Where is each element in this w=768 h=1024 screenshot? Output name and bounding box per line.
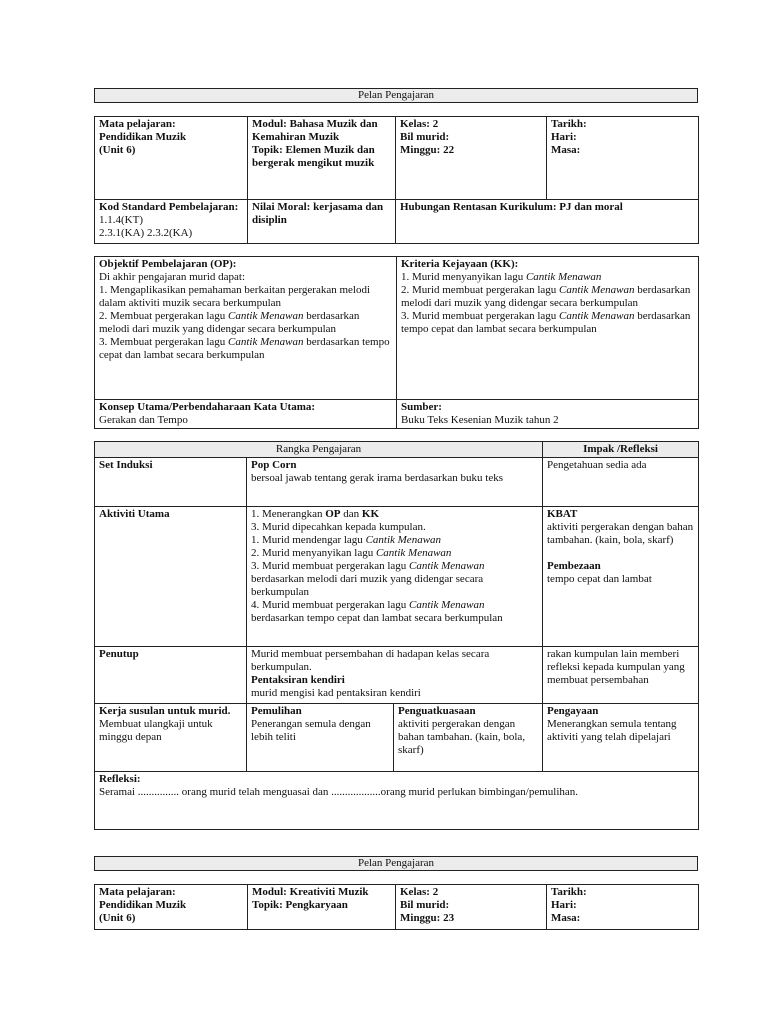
- success-criteria-title: Kriteria Kejayaan (KK):: [401, 258, 519, 270]
- date-cell: Tarikh: Hari: Masa:: [547, 885, 699, 930]
- lesson-outline-table: [94, 441, 699, 830]
- objectives-table: [94, 256, 699, 429]
- standard-code-cell: Kod Standard Pembelajaran: 1.1.4(KT) 2.3.1(KA) 2.3.2(KA): [95, 200, 248, 244]
- criteria-item: 2. Murid membuat pergerakan lagu Cantik Menawan berdasarkan melodi dari muzik yang didengar secara berkumpulan: [401, 284, 691, 309]
- reflection-title: Refleksi:: [99, 773, 141, 785]
- main-activity-label: Aktiviti Utama: [95, 507, 247, 647]
- plan-header-table-2: [94, 884, 699, 930]
- class-cell: Kelas: 2 Bil murid: Minggu: 22: [396, 117, 547, 200]
- set-induction-impact: Pengetahuan sedia ada: [543, 458, 699, 507]
- module-cell: Modul: Bahasa Muzik dan Kemahiran Muzik Topik: Elemen Muzik dan bergerak mengikut muzik: [248, 117, 396, 200]
- criteria-item: 1. Murid menyanyikan lagu Cantik Menawan: [401, 271, 602, 283]
- objective-item: 1. Mengaplikasikan pemahaman berkaitan pergerakan melodi dalam aktiviti muzik secara berkumpulan: [99, 284, 371, 309]
- reinforcement-cell: Penguatkuasaan aktiviti pergerakan dengan bahan tambahan. (kain, bola, skarf): [394, 704, 543, 772]
- date-cell: Tarikh: Hari: Masa:: [547, 117, 699, 200]
- plan-title: Pelan Pengajaran: [357, 857, 435, 869]
- plan-header-table: [94, 116, 699, 244]
- objective-item: 2. Membuat pergerakan lagu Cantik Menawan berdasarkan melodi dari muzik yang didengar secara berkumpulan: [99, 310, 360, 335]
- main-activity-content: 1. Menerangkan OP dan KK 3. Murid dipecahkan kepada kumpulan. 1. Murid mendengar lagu Cantik Menawan 2. Murid menyanyikan lagu Cantik Menawan 3. Murid membuat pergerakan lagu Cantik Menawan berdasarkan melodi dari muzik yang didengar secara berkumpulan 4. Murid membuat pergerakan lagu Cantik Menawan berdasarkan tempo cepat dan lambat secara berkumpulan: [247, 507, 543, 647]
- remedial-cell: Pemulihan Penerangan semula dengan lebih teliti: [247, 704, 394, 772]
- success-criteria-cell: [397, 257, 699, 400]
- closure-impact: rakan kumpulan lain memberi refleksi kepada kumpulan yang membuat persembahan: [543, 647, 699, 704]
- reflection-cell: [95, 772, 699, 830]
- follow-up-cell: Kerja susulan untuk murid. Membuat ulangkaji untuk minggu depan: [95, 704, 247, 772]
- criteria-item: 3. Murid membuat pergerakan lagu Cantik Menawan berdasarkan tempo cepat dan lambat secara berkumpulan: [401, 310, 691, 335]
- set-induction-label: Set Induksi: [95, 458, 247, 507]
- cross-curriculum-cell: Hubungan Rentasan Kurikulum: PJ dan moral: [396, 200, 699, 244]
- closure-content: Murid membuat persembahan di hadapan kelas secara berkumpulan. Pentaksiran kendiri murid mengisi kad pentaksiran kendiri: [247, 647, 543, 704]
- set-induction-content: Pop Corn bersoal jawab tentang gerak irama berdasarkan buku teks: [247, 458, 543, 507]
- enrichment-cell: Pengayaan Menerangkan semula tentang aktiviti yang telah dipelajari: [543, 704, 699, 772]
- outline-header: Rangka Pengajaran: [95, 442, 543, 458]
- plan-title-banner: [94, 88, 698, 103]
- subject-cell: Mata pelajaran: Pendidikan Muzik (Unit 6): [95, 885, 248, 930]
- key-concept-cell: Konsep Utama/Perbendaharaan Kata Utama: Gerakan dan Tempo: [95, 400, 397, 429]
- class-cell: Kelas: 2 Bil murid: Minggu: 23: [396, 885, 547, 930]
- subject-cell: Mata pelajaran: Pendidikan Muzik (Unit 6): [95, 117, 248, 200]
- objectives-cell: Objektif Pembelajaran (OP): Di akhir pengajaran murid dapat: 1. Mengaplikasikan pemahaman berkaitan pergerakan melodi dalam aktiviti muzik secara berkumpulan 2. Membuat pergerakan lagu Cantik Menawan berdasarkan melodi dari muzik yang didengar secara berkumpulan 3. Membuat pergerakan lagu Cantik Menawan berdasarkan tempo cepat dan lambat secara berkumpulan: [95, 257, 397, 400]
- resources-cell: Sumber: Buku Teks Kesenian Muzik tahun 2: [397, 400, 699, 429]
- impact-header: Impak /Refleksi: [543, 442, 699, 458]
- reflection-text: Seramai ............... orang murid telah menguasai dan ..................orang murid perlukan bimbingan/pemulihan.: [99, 786, 579, 798]
- closure-label: Penutup: [95, 647, 247, 704]
- module-cell: Modul: Kreativiti Muzik Topik: Pengkaryaan: [248, 885, 396, 930]
- plan-title-banner-2: [94, 856, 698, 871]
- main-activity-impact: KBAT aktiviti pergerakan dengan bahan tambahan. (kain, bola, skarf) Pembezaan tempo cepat dan lambat: [543, 507, 699, 647]
- plan-title: Pelan Pengajaran: [357, 89, 435, 101]
- objectives-title: Objektif Pembelajaran (OP):: [99, 258, 237, 270]
- objective-item: 3. Membuat pergerakan lagu Cantik Menawan berdasarkan tempo cepat dan lambat secara berkumpulan: [99, 336, 390, 361]
- moral-value-cell: Nilai Moral: kerjasama dan disiplin: [248, 200, 396, 244]
